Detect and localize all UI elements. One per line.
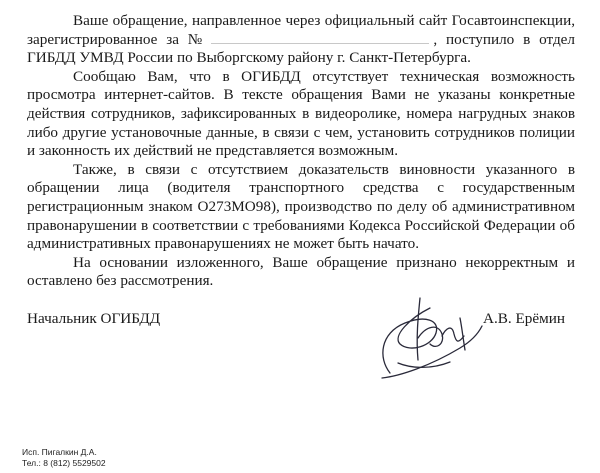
- paragraph-appeal-received: [27, 12, 575, 68]
- executor-phone: Тел.: 8 (812) 5529502: [22, 458, 106, 468]
- signatory-title: Начальник ОГИБДД: [27, 310, 161, 327]
- handwritten-signature: [370, 278, 490, 388]
- signatory-name: А.В. Ерёмин: [483, 310, 565, 327]
- executor-footer: [22, 447, 106, 469]
- letter-body: [27, 12, 575, 291]
- executor-name: Исп. Пигалкин Д.А.: [22, 447, 97, 457]
- paragraph-no-evidence: Также, в связи с отсутствием доказательств виновности указанного в обращении лица (водителя транспортного средства с государственным регистрационным знаком О273МО98), производство по делу об административном правонарушении в соответствии с требованиями Кодекса Российской Федерации об административных правонарушениях не может быть начато.: [27, 160, 575, 253]
- paragraph-appeal-text-start: Ваше обращение, направленное через официальный сайт Госавтоинспекции, зарегистрированное за №: [27, 12, 575, 48]
- paragraph-no-technical-possibility: Сообщаю Вам, что в ОГИБДД отсутствует техническая возможность просмотра интернет-сайтов. В тексте обращения Вами не указаны конкретные действия сотрудников, зафиксированных в видеоролике, номера нагрудных знаков либо другие установочные данные, в связи с чем, установить сотрудников полиции и законность их действий не представляется возможным.: [27, 67, 575, 160]
- signature-block: [27, 310, 575, 340]
- paragraph-appeal-text-end: , поступило в отдел ГИБДД УМВД России по Выборгскому району г. Санкт-Петербурга.: [27, 30, 575, 67]
- registration-number-blank: [211, 33, 429, 44]
- paragraph-conclusion: На основании изложенного, Ваше обращение признано некорректным и оставлено без рассмотрения.: [27, 253, 575, 290]
